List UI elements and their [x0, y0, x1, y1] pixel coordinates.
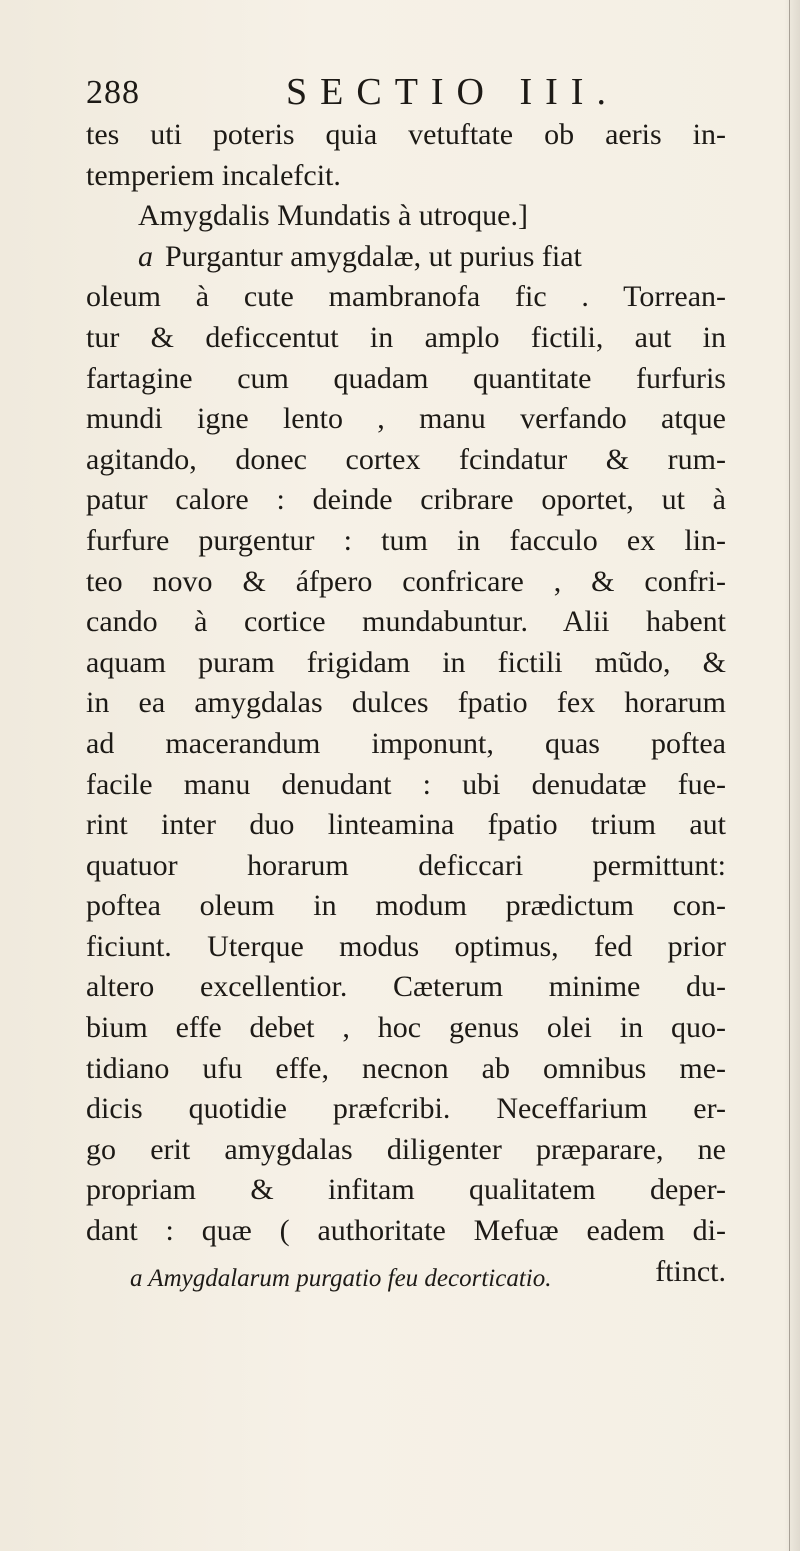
text-line-3: Amygdalis Mundatis à utroque.]	[138, 199, 528, 233]
page-header	[86, 70, 686, 118]
text-line-1: tes uti poteris quia vetuftate ob aeris in-	[86, 118, 726, 151]
page-number: 288	[86, 74, 140, 111]
text-line-25: dicis quotidie præfcribi. Neceffarium er-	[86, 1092, 726, 1126]
text-line-20: poftea oleum in modum prædictum con-	[86, 889, 726, 923]
text-line-26: go erit amygdalas diligenter præparare, ne	[86, 1132, 726, 1166]
text-line-16: ad macerandum imponunt, quas poftea	[86, 726, 726, 760]
text-line-4	[86, 237, 726, 278]
running-head: SECTIO III.	[286, 71, 619, 113]
text-line-13: cando à cortice mundabuntur. Alii habent	[86, 605, 726, 639]
footnote: a Amygdalarum purgatio feu decorticatio.	[130, 1265, 552, 1292]
page-edge-line	[789, 0, 790, 1551]
text-line-15: in ea amygdalas dulces fpatio fex horarum	[86, 686, 726, 720]
page-gutter-shadow	[784, 0, 800, 1551]
body-text	[86, 115, 726, 1292]
text-line-8: mundi igne lento , manu verfando atque	[86, 402, 726, 436]
text-line-18: rint inter duo linteamina fpatio trium aut	[86, 808, 726, 842]
text-line-24: tidiano ufu effe, necnon ab omnibus me-	[86, 1051, 726, 1085]
text-line-22: altero excellentior. Cæterum minime du-	[86, 970, 726, 1004]
text-line-23: bium effe debet , hoc genus olei in quo-	[86, 1011, 726, 1045]
text-line-7: fartagine cum quadam quantitate furfuris	[86, 361, 726, 395]
text-line-2: temperiem incalefcit.	[86, 158, 341, 192]
text-line-28: dant : quæ ( authoritate Mefuæ eadem di-	[86, 1214, 726, 1248]
text-line-19: quatuor horarum deficcari permittunt:	[86, 848, 726, 882]
text-line-12: teo novo & áfpero confricare , & confri-	[86, 564, 726, 598]
text-line-17: facile manu denudant : ubi denudatæ fue-	[86, 767, 726, 801]
text-line-11: furfure purgentur : tum in facculo ex lin-	[86, 523, 726, 557]
text-line-21: ficiunt. Uterque modus optimus, fed prior	[86, 929, 726, 963]
text-line-10: patur calore : deinde cribrare oportet, ut à	[86, 483, 726, 517]
text-line-9: agitando, donec cortex fcindatur & rum-	[86, 442, 726, 476]
text-line-27: propriam & infitam qualitatem deper-	[86, 1173, 726, 1207]
text-line-6: tur & deficcentut in amplo fictili, aut in	[86, 320, 726, 354]
text-line-5: oleum à cute mambranofa fic . Torrean-	[86, 280, 726, 314]
text-line-4-content: Purgantur amygdalæ, ut purius fiat	[165, 239, 582, 273]
margin-marker: a	[138, 239, 153, 273]
catchword: ftinct.	[655, 1254, 726, 1288]
text-line-14: aquam puram frigidam in fictili mũdo, &	[86, 645, 726, 679]
